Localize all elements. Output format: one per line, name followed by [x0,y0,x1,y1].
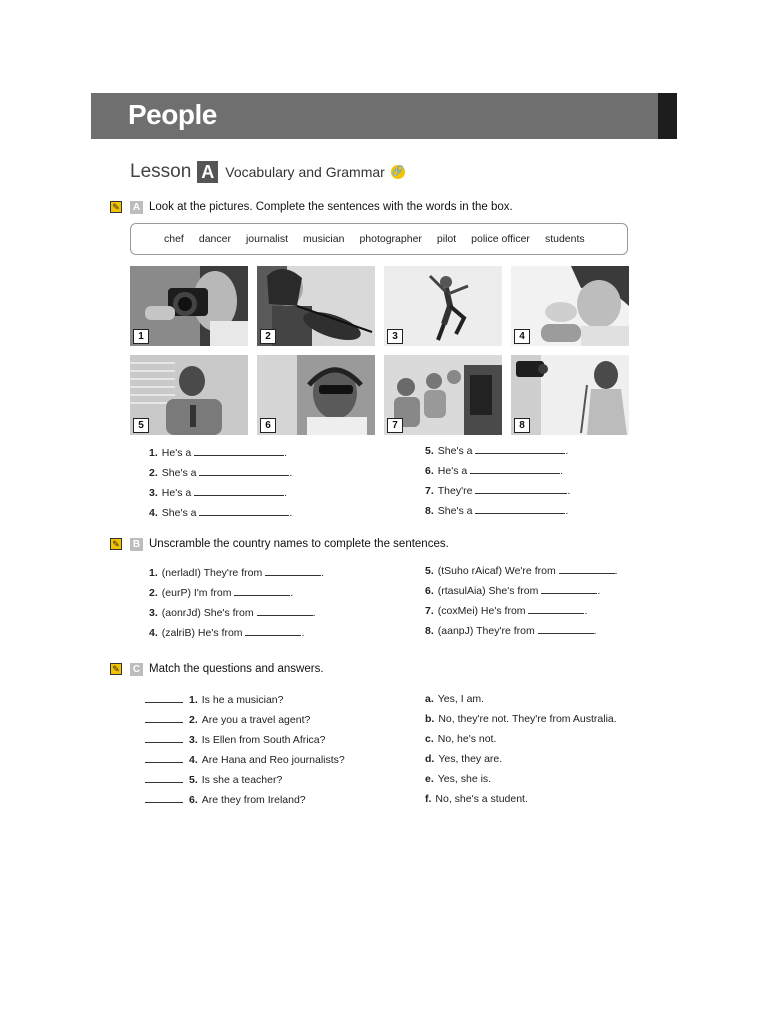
question-row [145,753,345,766]
answer-blank[interactable] [470,464,560,474]
answer-blank[interactable] [194,486,284,496]
answer-row [425,713,617,725]
sentence-text: They're [437,485,473,497]
answer-blank[interactable] [245,626,301,636]
answer-row [425,753,502,765]
answer-row [425,733,496,745]
photo-number: 5 [133,418,149,433]
section-c-instruction: Match the questions and answers. [149,663,324,675]
photo-number: 1 [133,329,149,344]
sentence-b1: 1. (nerladI) They're from . [149,567,325,579]
sentence-a8: 8. She's a . [425,505,569,517]
section-a-instruction: Look at the pictures. Complete the sentences with the words in the box. [149,201,513,213]
answer-row [425,793,528,805]
question-row [145,773,282,786]
item-letter: e. [425,773,434,785]
item-number: 3. [149,487,158,499]
item-number: 1. [149,567,158,579]
item-number: 6. [425,585,434,597]
page-title: People [128,99,217,130]
item-number: 8. [425,625,434,637]
sentence-text: (nerladI) They're from [161,567,263,579]
answer-blank[interactable] [559,564,615,574]
item-number: 7. [425,605,434,617]
item-number: 4. [189,754,198,766]
answer-blank[interactable] [265,566,321,576]
item-number: 5. [425,445,434,457]
answer-text: Yes, I am. [437,693,485,705]
word-box-item: journalist [245,233,288,245]
sentence-text: She's a [161,467,197,479]
question-text: Is he a musician? [201,694,284,706]
item-number: 6. [425,465,434,477]
question-row [145,733,326,746]
sentence-b6: 6. (rtasulAia) She's from . [425,585,601,597]
sentence-text: (zalriB) He's from [161,627,243,639]
item-number: 2. [189,714,198,726]
item-number: 6. [189,794,198,806]
photo-chef [511,266,629,346]
question-text: Is she a teacher? [201,774,283,786]
word-box-item: police officer [471,233,530,245]
word-box-item: musician [303,233,345,245]
sentence-b4: 4. (zalriB) He's from . [149,627,305,639]
photo-number: 4 [514,329,530,344]
sentence-text: (rtasulAia) She's from [437,585,539,597]
sentence-b7: 7. (coxMei) He's from . [425,605,588,617]
photo-pilot [257,355,375,435]
item-letter: d. [425,753,435,765]
photo-dancer [384,266,502,346]
answer-blank[interactable] [194,446,284,456]
question-text: Is Ellen from South Africa? [201,734,326,746]
answer-blank[interactable] [475,504,565,514]
title-banner [91,93,677,139]
section-b-letter: B [130,538,143,551]
section-b-instruction: Unscramble the country names to complete the sentences. [149,538,449,550]
link-icon[interactable]: 🔗 [391,166,405,177]
photo-number: 2 [260,329,276,344]
sentence-text: He's a [161,447,192,459]
item-number: 3. [189,734,198,746]
sentence-text: He's a [161,487,192,499]
answer-blank[interactable] [234,586,290,596]
pencil-icon: ✎ [110,538,122,550]
photo-journalist [511,355,629,435]
sentence-a1: 1. He's a . [149,447,288,459]
photo-number: 8 [514,418,530,433]
sentence-a2: 2. She's a . [149,467,293,479]
item-number: 5. [425,565,434,577]
photo-photographer [130,266,248,346]
match-blank[interactable] [145,713,183,723]
photo-police-officer [130,355,248,435]
match-blank[interactable] [145,693,183,703]
item-number: 3. [149,607,158,619]
sentence-text: She's a [437,505,473,517]
sentence-a3: 3. He's a . [149,487,288,499]
answer-text: No, he's not. [437,733,497,745]
word-box-item: photographer [359,233,422,245]
question-row [145,693,283,706]
word-box-item: dancer [198,233,231,245]
question-text: Are you a travel agent? [201,714,311,726]
pencil-icon: ✎ [110,663,122,675]
lesson-word: Lesson [130,161,192,182]
answer-text: No, she's a student. [435,793,528,805]
item-number: 4. [149,627,158,639]
sentence-text: (aanpJ) They're from [437,625,535,637]
sentence-b5: 5. (tSuho rAicaf) We're from . [425,565,618,577]
sentence-text: She's a [437,445,473,457]
item-number: 5. [189,774,198,786]
item-number: 2. [149,467,158,479]
answer-row [425,693,484,705]
match-blank[interactable] [145,773,183,783]
item-number: 2. [149,587,158,599]
answer-blank[interactable] [541,584,597,594]
item-letter: f. [425,793,432,805]
lesson-letter: A [197,161,218,183]
section-c-heading [110,661,324,677]
answer-blank[interactable] [528,604,584,614]
photo-students [384,355,502,435]
word-box-item: chef [164,233,184,245]
answer-text: No, they're not. They're from Australia. [438,713,617,725]
answer-blank[interactable] [199,466,289,476]
word-box-item: students [544,233,585,245]
section-a-heading [110,199,513,215]
photo-number: 7 [387,418,403,433]
sentence-b8: 8. (aanpJ) They're from . [425,625,597,637]
question-text: Are they from Ireland? [201,794,306,806]
answer-blank[interactable] [475,484,567,494]
item-letter: b. [425,713,435,725]
sentence-a6: 6. He's a . [425,465,564,477]
match-blank[interactable] [145,753,183,763]
question-text: Are Hana and Reo journalists? [201,754,345,766]
answer-blank[interactable] [538,624,594,634]
sentence-text: He's a [437,465,468,477]
banner-accent [658,93,677,139]
sentence-b3: 3. (aonrJd) She's from . [149,607,316,619]
match-blank[interactable] [145,793,183,803]
sentence-a5: 5. She's a . [425,445,569,457]
sentence-text: (coxMei) He's from [437,605,526,617]
section-c-letter: C [130,663,143,676]
section-b-heading [110,536,449,552]
item-number: 1. [189,694,198,706]
question-row [145,793,306,806]
item-letter: a. [425,693,434,705]
item-number: 7. [425,485,434,497]
answer-text: Yes, they are. [438,753,503,765]
lesson-heading [130,159,405,185]
word-box-item: pilot [436,233,457,245]
item-number: 1. [149,447,158,459]
section-a-letter: A [130,201,143,214]
question-row [145,713,310,726]
item-number: 8. [425,505,434,517]
sentence-text: She's a [161,507,197,519]
photo-number: 6 [260,418,276,433]
item-letter: c. [425,733,434,745]
word-box [130,223,628,255]
sentence-text: (tSuho rAicaf) We're from [437,565,556,577]
item-number: 4. [149,507,158,519]
answer-blank[interactable] [257,606,313,616]
answer-row [425,773,491,785]
lesson-subtitle: Vocabulary and Grammar [225,164,385,180]
match-blank[interactable] [145,733,183,743]
sentence-text: (aonrJd) She's from [161,607,254,619]
sentence-text: (eurP) I'm from [161,587,232,599]
pencil-icon: ✎ [110,201,122,213]
answer-text: Yes, she is. [437,773,492,785]
sentence-a4: 4. She's a . [149,507,293,519]
answer-blank[interactable] [475,444,565,454]
photo-musician [257,266,375,346]
photo-number: 3 [387,329,403,344]
sentence-b2: 2. (eurP) I'm from . [149,587,294,599]
answer-blank[interactable] [199,506,289,516]
sentence-a7: 7. They're . [425,485,571,497]
